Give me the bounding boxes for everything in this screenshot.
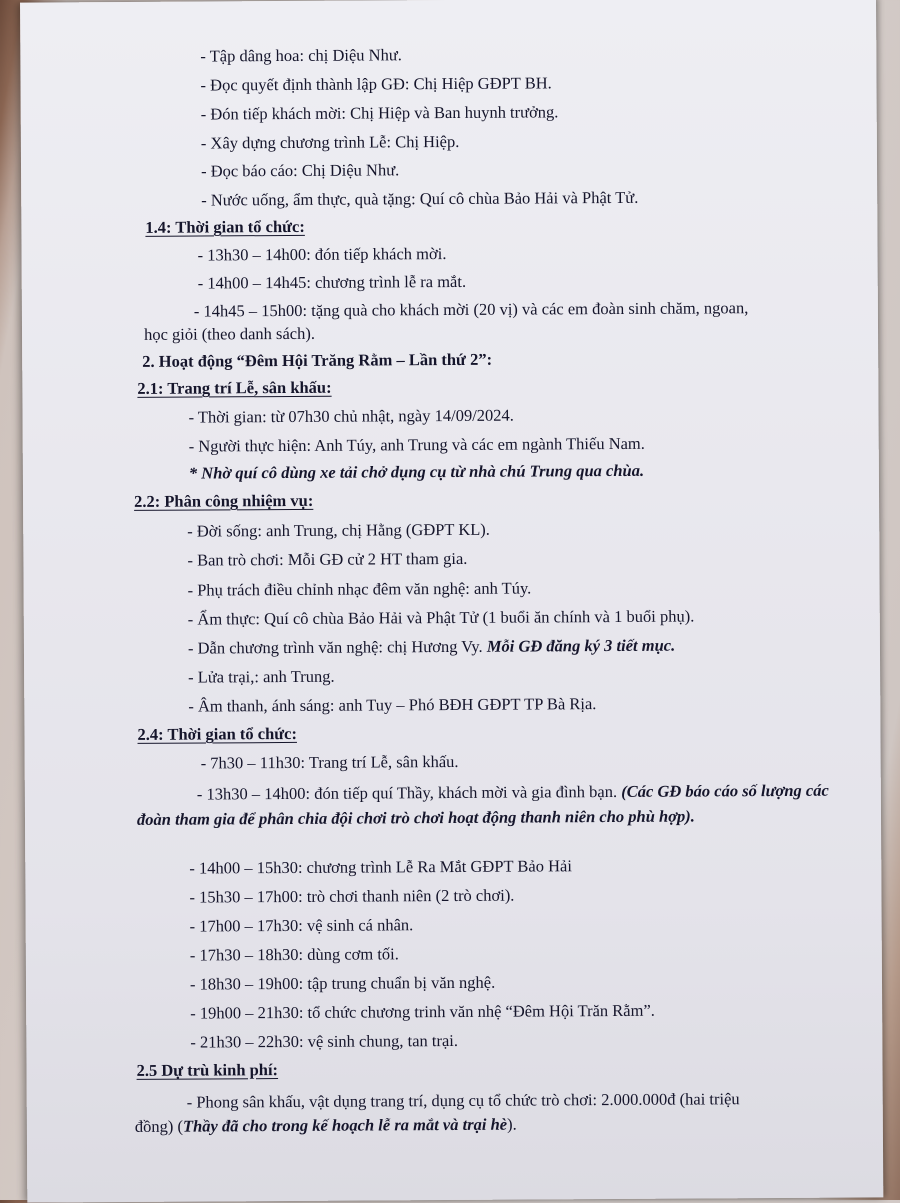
list-item: - 19h00 – 21h30: tổ chức chương trinh văn nhệ “Đêm Hội Trăn Rằm”.	[190, 1000, 655, 1023]
list-item: - Nước uống, ẩm thực, quà tặng: Quí cô chùa Bảo Hải và Phật Tử.	[201, 187, 639, 210]
section-heading-2-5: 2.5 Dự trù kinh phí:	[136, 1060, 279, 1080]
paper-sheet	[20, 0, 883, 1203]
list-item: - Đời sống: anh Trung, chị Hằng (GĐPT KL).	[187, 519, 490, 541]
list-item-continuation	[135, 1114, 517, 1138]
list-item: - 21h30 – 22h30: vệ sinh chung, tan trại.	[190, 1030, 459, 1052]
list-item: - Âm thanh, ánh sáng: anh Tuy – Phó BĐH GĐPT TP Bà Rịa.	[188, 694, 597, 716]
list-item: - Tập dâng hoa: chị Diệu Như.	[200, 45, 402, 66]
list-item: - 14h00 – 14h45: chương trình lễ ra mắt.	[197, 271, 467, 293]
note-text: (Các GĐ báo cáo số lượng các đoàn tham gia để phân chia đội chơi trò chơi hoạt động thanh niên cho phù hợp).	[136, 780, 829, 829]
note-text: Thầy đã cho trong kế hoạch lễ ra mắt và trại hè	[182, 1114, 508, 1136]
list-item	[137, 778, 837, 832]
list-item	[188, 635, 675, 660]
list-item: - Phong sân khấu, vật dụng trang trí, dụng cụ tổ chức trò chơi: 2.000.000đ (hai triệu	[186, 1089, 740, 1112]
list-item: - Xây dựng chương trình Lễ: Chị Hiệp.	[200, 131, 460, 153]
section-heading-2: 2. Hoạt động “Đêm Hội Trăng Rằm – Lần thứ 2”:	[142, 349, 493, 371]
list-item: - Đọc báo cáo: Chị Diệu Như.	[200, 160, 400, 181]
section-heading-2-2: 2.2: Phân công nhiệm vụ:	[133, 490, 314, 511]
list-item: - Thời gian: từ 07h30 chủ nhật, ngày 14/09/2024.	[188, 405, 514, 427]
list-item: - Phụ trách điều chỉnh nhạc đêm văn nghệ: anh Túy.	[187, 578, 532, 600]
section-heading-2-1: 2.1: Trang trí Lễ, sân khấu:	[137, 377, 332, 398]
list-item: - Đọc quyết định thành lập GĐ: Chị Hiệp GĐPT BH.	[200, 73, 552, 95]
note-text: Mỗi GĐ đăng ký 3 tiết mục.	[486, 635, 676, 656]
list-item: - Ẩm thực: Quí cô chùa Bảo Hải và Phật Tử (1 buổi ăn chính và 1 buổi phụ).	[187, 606, 695, 629]
list-item-text: - Dẫn chương trình văn nghệ: chị Hương Vy.	[187, 636, 487, 658]
list-item: - 18h30 – 19h00: tập trung chuẩn bị văn nghệ.	[189, 972, 496, 994]
list-item-text: đồng) (	[134, 1116, 184, 1136]
list-item: - 13h30 – 14h00: đón tiếp khách mời.	[197, 244, 447, 265]
list-item: - Ban trò chơi: Mỗi GĐ cử 2 HT tham gia.	[187, 548, 468, 570]
list-item: - 17h00 – 17h30: vệ sinh cá nhân.	[189, 915, 414, 936]
note-text: * Nhờ quí cô dùng xe tải chở dụng cụ từ nhà chú Trung qua chùa.	[188, 460, 645, 483]
list-item-text: - 13h30 – 14h00: đón tiếp quí Thầy, khách mời và gia đình bạn.	[196, 781, 622, 804]
list-item: - 14h45 – 15h00: tặng quà cho khách mời (20 vị) và các em đoàn sinh chăm, ngoan,	[193, 298, 749, 321]
list-item: - 17h30 – 18h30: dùng cơm tối.	[189, 944, 399, 965]
list-item: - Đón tiếp khách mời: Chị Hiệp và Ban huynh trưởng.	[200, 102, 559, 124]
list-item: - Lửa trại,: anh Trung.	[188, 666, 335, 687]
document-body	[20, 0, 883, 1203]
list-item: - 7h30 – 11h30: Trang trí Lễ, sân khấu.	[200, 751, 459, 773]
list-item-text: ).	[506, 1114, 517, 1134]
section-heading-2-4: 2.4: Thời gian tổ chức:	[137, 723, 297, 744]
list-item: - Người thực hiện: Anh Túy, anh Trung và các em ngành Thiếu Nam.	[188, 433, 645, 456]
list-item: - 14h00 – 15h30: chương trình Lễ Ra Mắt GĐPT Bảo Hải	[189, 856, 572, 878]
section-heading-1-4: 1.4: Thời gian tổ chức:	[145, 216, 305, 237]
list-item: - 15h30 – 17h00: trò chơi thanh niên (2 trò chơi).	[189, 885, 515, 907]
list-item-continuation: học giỏi (theo danh sách).	[143, 323, 315, 344]
